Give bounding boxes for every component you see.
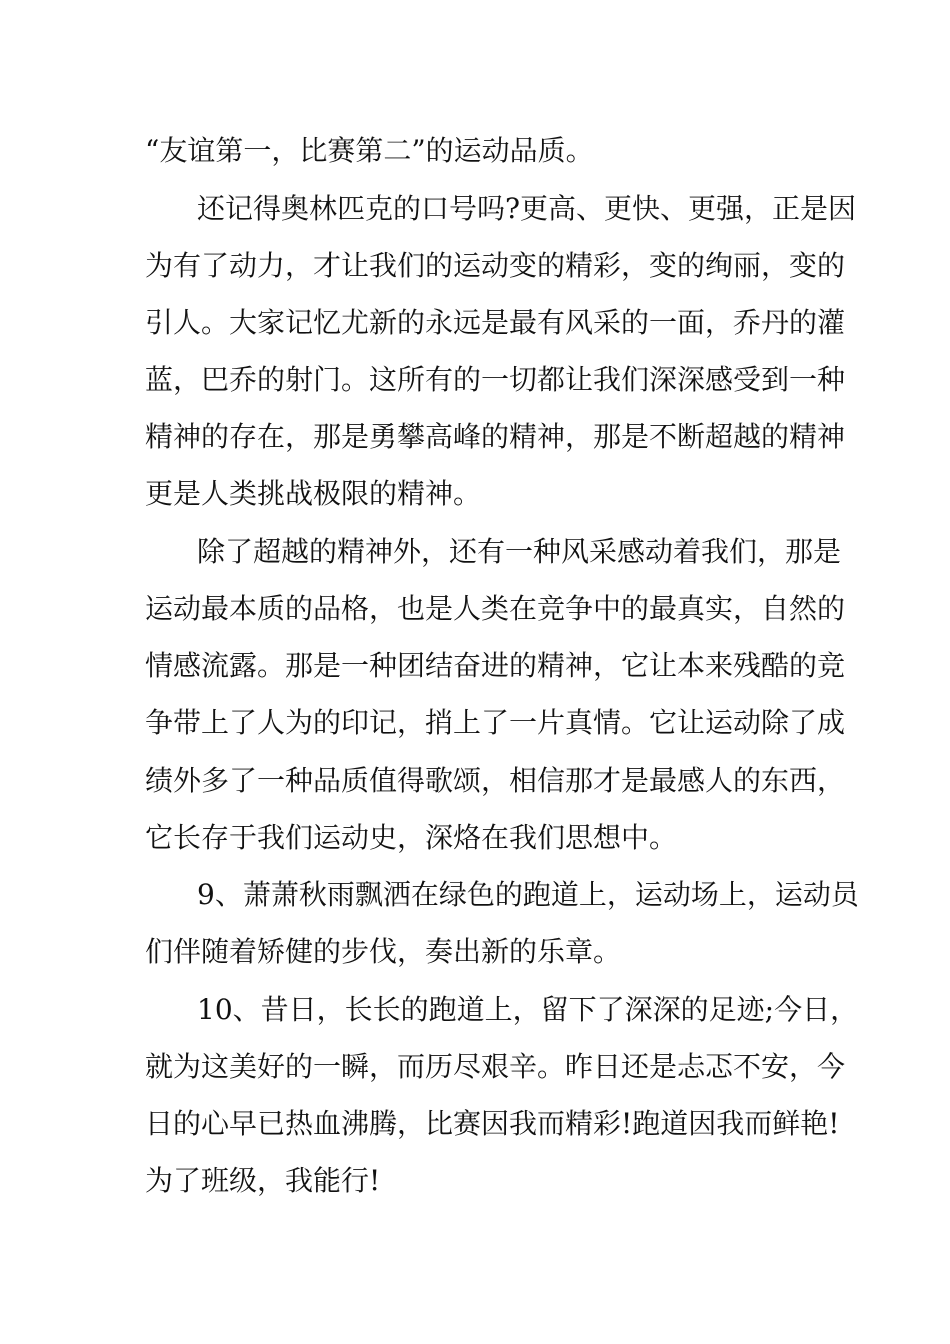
paragraph-line: 绩外多了一种品质值得歌颂，相信那才是最感人的东西， <box>145 764 846 797</box>
paragraph-line: 为有了动力，才让我们的运动变的精彩，变的绚丽，变的 <box>145 249 846 282</box>
paragraph-line: 还记得奥林匹克的口号吗?更高、更快、更强，正是因 <box>197 192 857 225</box>
paragraph-line: 就为这美好的一瞬，而历尽艰辛。昨日还是忐忑不安，今 <box>145 1050 846 1083</box>
paragraph-line: 10、昔日，长长的跑道上，留下了深深的足迹;今日， <box>197 993 859 1026</box>
paragraph-line: 运动最本质的品格，也是人类在竞争中的最真实，自然的 <box>145 592 846 625</box>
paragraph-line: 日的心早已热血沸腾，比赛因我而精彩!跑道因我而鲜艳! <box>145 1107 840 1140</box>
paragraph-line: 更是人类挑战极限的精神。 <box>145 477 482 510</box>
paragraph-line: “友谊第一，比赛第二”的运动品质。 <box>145 134 594 167</box>
paragraph-line: 们伴随着矫健的步伐，奏出新的乐章。 <box>145 935 622 968</box>
paragraph-line: 争带上了人为的印记，捎上了一片真情。它让运动除了成 <box>145 706 846 739</box>
paragraph-line: 9、萧萧秋雨飘洒在绿色的跑道上，运动场上，运动员 <box>197 878 859 911</box>
paragraph-line: 除了超越的精神外，还有一种风采感动着我们，那是 <box>197 535 842 568</box>
paragraph-line: 情感流露。那是一种团结奋进的精神，它让本来残酷的竞 <box>145 649 846 682</box>
paragraph-line: 为了班级，我能行! <box>145 1164 381 1197</box>
paragraph-line: 蓝，巴乔的射门。这所有的一切都让我们深深感受到一种 <box>145 363 846 396</box>
paragraph-line: 引人。大家记忆尤新的永远是最有风采的一面，乔丹的灌 <box>145 306 846 339</box>
paragraph-line: 精神的存在，那是勇攀高峰的精神，那是不断超越的精神 <box>145 420 846 453</box>
paragraph-line: 它长存于我们运动史，深烙在我们思想中。 <box>145 821 678 854</box>
